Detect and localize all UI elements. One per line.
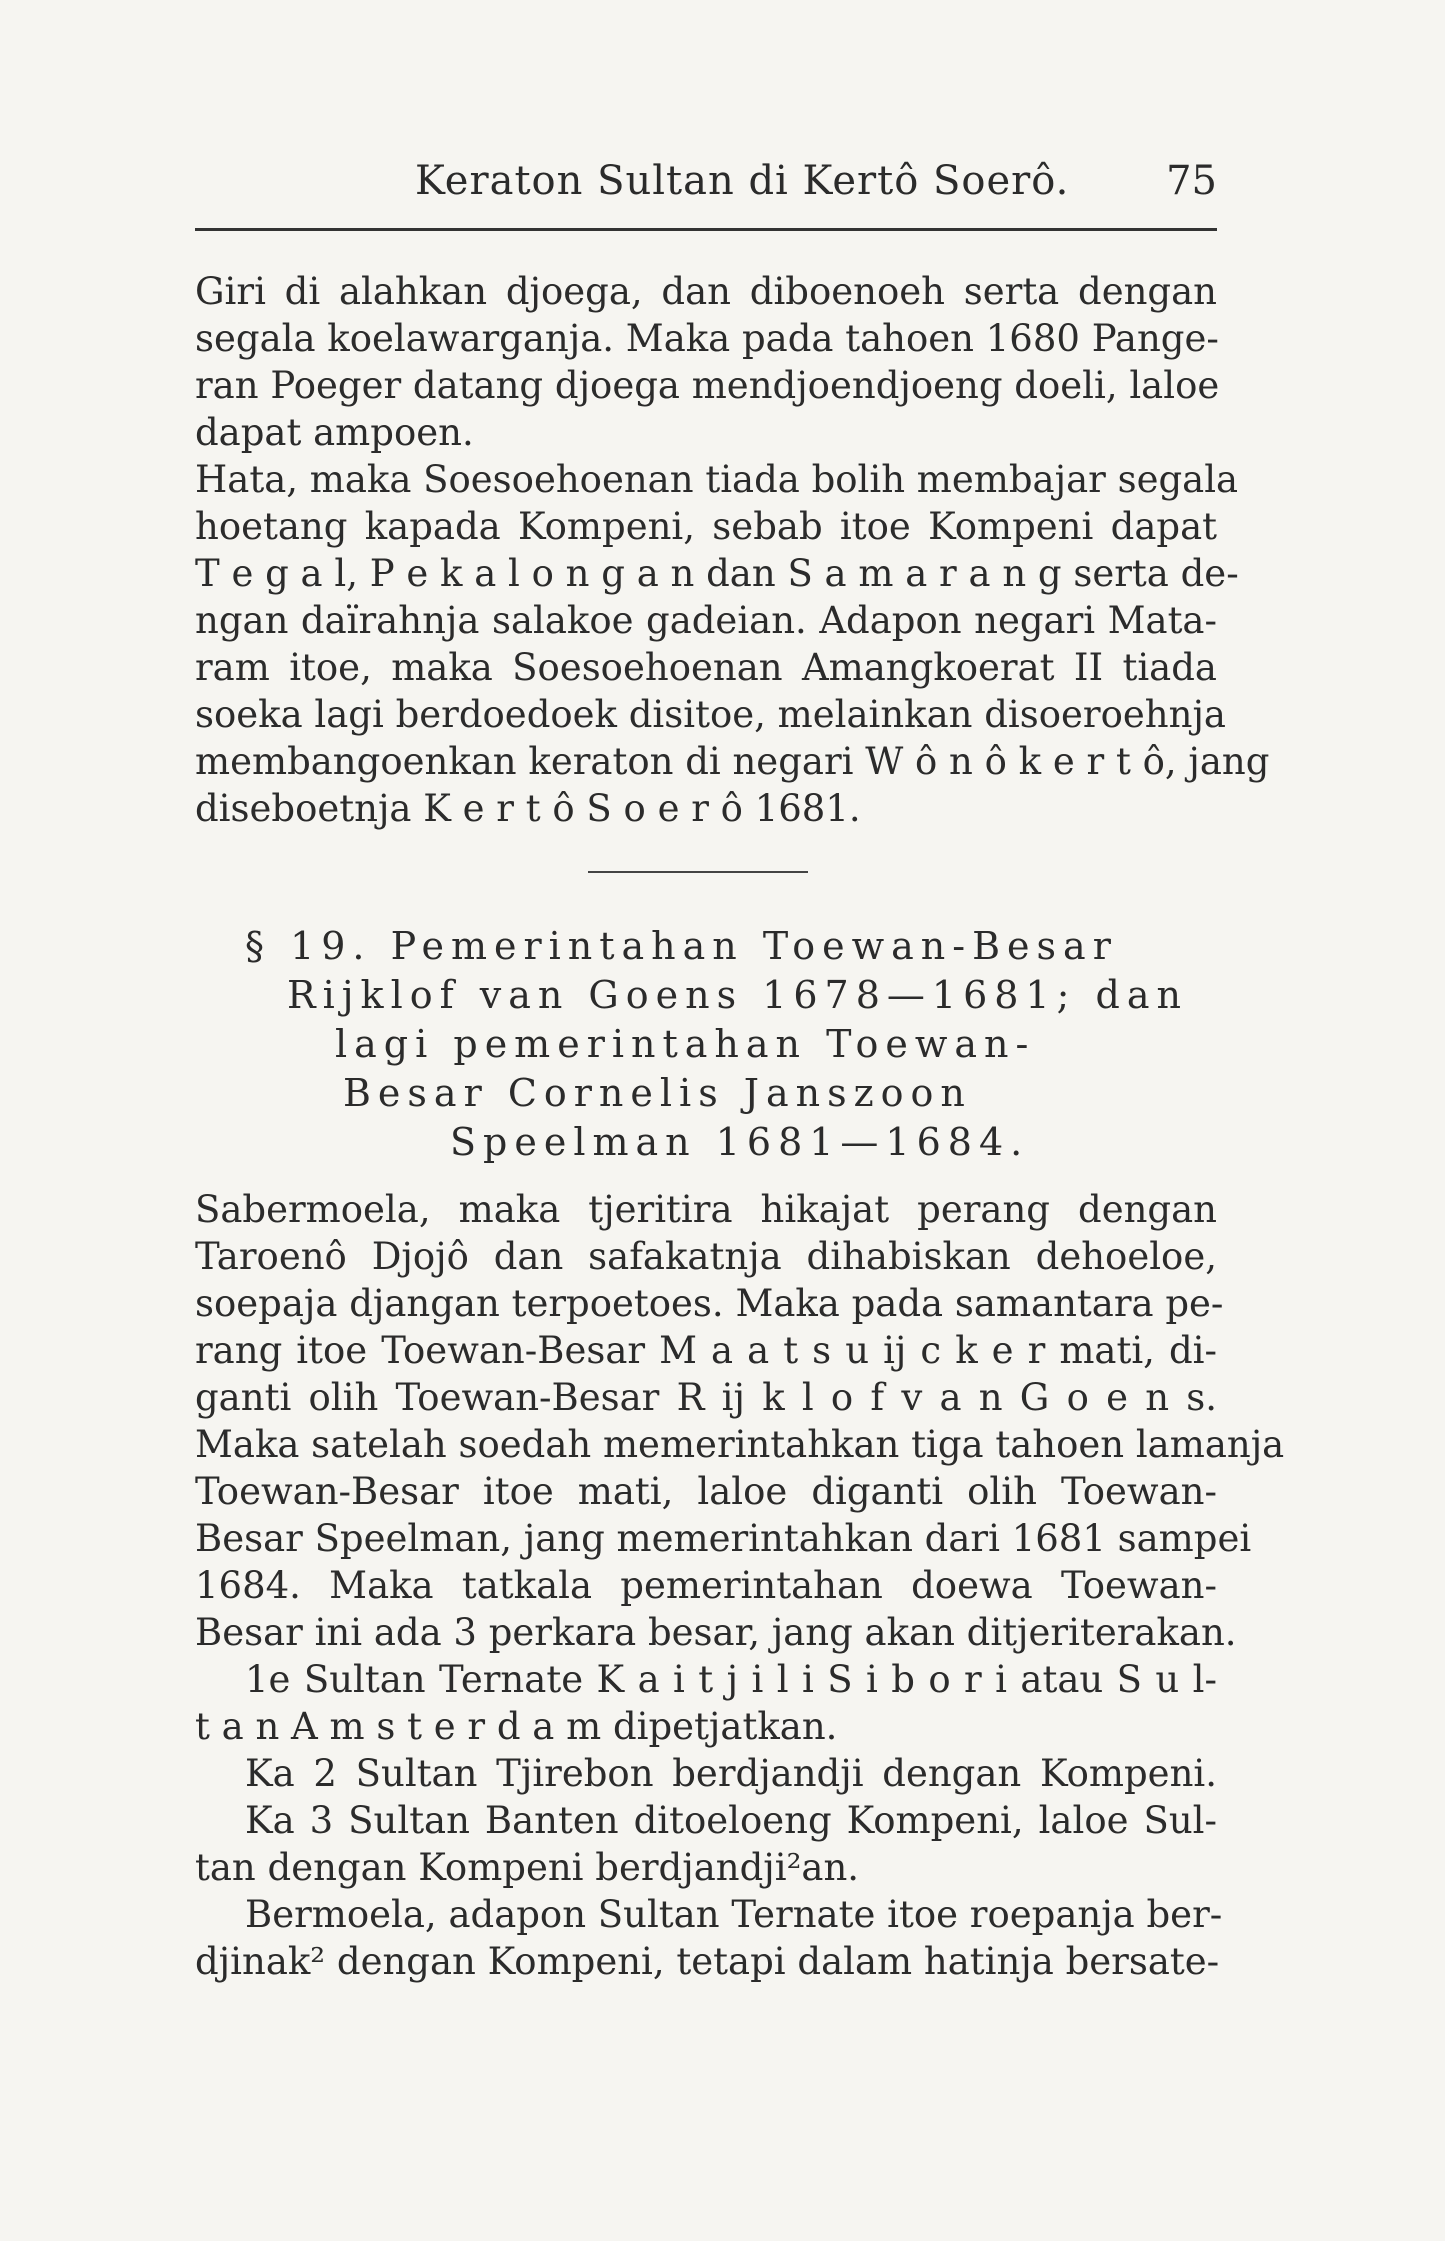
page-header — [195, 158, 1217, 228]
text-line: membangoenkan keraton di negari W ô n ô k e r t ô, jang — [195, 740, 1270, 783]
heading-line: § 19. Pemerintahan Toewan-Besar — [245, 924, 1118, 968]
text-line: Bermoela, adapon Sultan Ternate itoe roepanja ber- — [245, 1893, 1223, 1936]
text-line: diseboetnja K e r t ô S o e r ô 1681. — [195, 787, 861, 830]
text-line: Sabermoela, maka tjeritira hikajat perang dengan — [195, 1188, 1217, 1231]
text-line: ram itoe, maka Soesoehoenan Amangkoerat II tiada — [195, 646, 1217, 689]
running-title: Keraton Sultan di Kertô Soerô. — [415, 158, 1070, 204]
text-line: djinak² dengan Kompeni, tetapi dalam hatinja bersate- — [195, 1940, 1220, 1983]
text-line: Taroenô Djojô dan safakatnja dihabiskan dehoeloe, — [195, 1235, 1217, 1278]
header-rule — [195, 228, 1217, 231]
text-line: ngan daïrahnja salakoe gadeian. Adapon negari Mata- — [195, 599, 1217, 642]
heading-line: Speelman 1681—1684. — [450, 1120, 1030, 1164]
text-line: ganti olih Toewan-Besar R ij k l o f v a n G o e n s. — [195, 1376, 1217, 1419]
text-line: Besar ini ada 3 perkara besar, jang akan ditjeriterakan. — [195, 1611, 1237, 1654]
text-line: T e g a l, P e k a l o n g a n dan S a m a r a n g serta de- — [195, 552, 1239, 595]
text-line: Hata, maka Soesoehoenan tiada bolih membajar segala — [195, 458, 1239, 501]
text-line: rang itoe Toewan-Besar M a a t s u ij c k e r mati, di- — [195, 1329, 1217, 1372]
paragraph-4 — [195, 1891, 1223, 1985]
text-line: Giri di alahkan djoega, dan diboenoeh serta dengan — [195, 270, 1217, 313]
list-item-2 — [195, 1750, 1217, 1797]
text-line: Maka satelah soedah memerintahkan tiga tahoen lamanja — [195, 1423, 1285, 1466]
list-item-3 — [195, 1797, 1217, 1891]
text-line: hoetang kapada Kompeni, sebab itoe Kompeni dapat — [195, 505, 1217, 548]
heading-line: lagi pemerintahan Toewan- — [335, 1022, 1036, 1066]
text-line: Ka 2 Sultan Tjirebon berdjandji dengan Kompeni. — [245, 1752, 1217, 1795]
body-text-top — [195, 268, 1270, 832]
text-line: segala koelawarganja. Maka pada tahoen 1680 Pange- — [195, 317, 1219, 360]
text-line: Ka 3 Sultan Banten ditoeloeng Kompeni, laloe Sul- — [245, 1799, 1217, 1842]
text-line: dapat ampoen. — [195, 411, 474, 454]
section-separator — [588, 871, 808, 873]
heading-line: Rijklof van Goens 1678—1681; dan — [287, 973, 1188, 1017]
heading-line: Besar Cornelis Janszoon — [343, 1071, 972, 1115]
paragraph-3 — [195, 1186, 1285, 1656]
text-line: tan dengan Kompeni berdjandji²an. — [195, 1846, 860, 1889]
text-line: soepaja djangan terpoetoes. Maka pada samantara pe- — [195, 1282, 1224, 1325]
text-line: ran Poeger datang djoega mendjoendjoeng doeli, laloe — [195, 364, 1220, 407]
text-line: t a n A m s t e r d a m dipetjatkan. — [195, 1705, 838, 1748]
text-line: Besar Speelman, jang memerintahkan dari 1681 sampei — [195, 1517, 1252, 1560]
text-line: Toewan-Besar itoe mati, laloe diganti olih Toewan- — [195, 1470, 1217, 1513]
text-line: 1e Sultan Ternate K a i t j i l i S i b o r i atau S u l- — [245, 1658, 1217, 1701]
page-number: 75 — [1166, 158, 1217, 204]
list-item-1 — [195, 1656, 1217, 1750]
body-text-bottom — [195, 1186, 1285, 1985]
text-line: soeka lagi berdoedoek disitoe, melainkan disoeroehnja — [195, 693, 1226, 736]
section-heading — [195, 922, 1217, 1167]
text-line: 1684. Maka tatkala pemerintahan doewa Toewan- — [195, 1564, 1217, 1607]
paragraph-1 — [195, 268, 1220, 456]
paragraph-2 — [195, 456, 1270, 832]
